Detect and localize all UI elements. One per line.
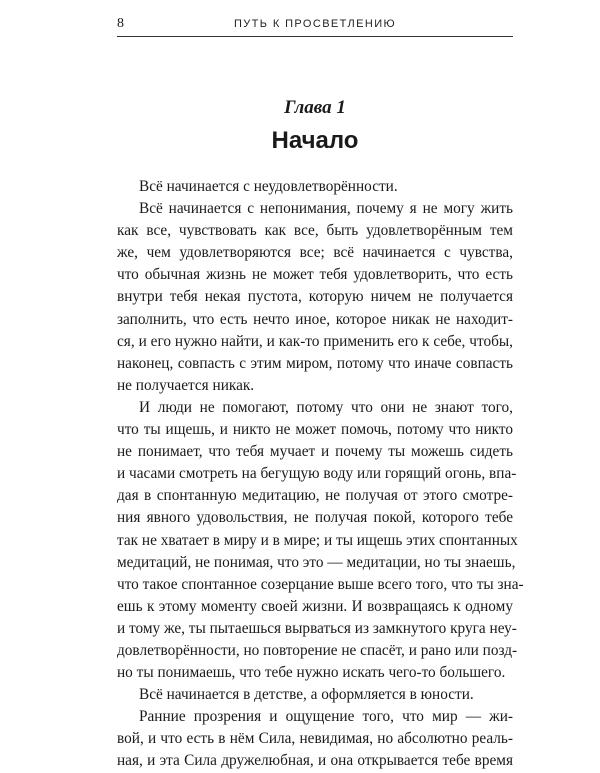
running-title: ПУТЬ К ПРОСВЕТЛЕНИЮ [233,18,397,30]
text-line: заполнить, что есть нечто иное, которое никак не находит- [117,310,513,328]
text-line: внутри тебя некая пустота, которую ничем не получается [117,288,513,306]
chapter-title: Начало [271,127,359,154]
text-line: ся, и его нужно найти, и как-то применить его к себе, чтобы, [117,332,513,350]
text-line: как все, чувствовать как все, быть удовлетворённым тем [117,222,513,240]
text-line: дая в спонтанную медитацию, не получая от этого смотре- [117,487,513,505]
text-line: И люди не помогают, потому что они не знают того, [139,398,513,416]
text-line: и часами смотреть на бегущую воду или горящий огонь, впа- [117,465,517,483]
body-text [117,176,524,773]
text-line: что ты ищешь, и никто не может помочь, потому что никто [117,421,513,439]
text-line: ния явного удовольствия, не получая покой, которого тебе [117,509,513,527]
text-line: довлетворённости, но повторение не спасёт, и рано или позд- [117,641,518,659]
text-line: ешь к этому моменту своей жизни. И возвращаясь к одному [117,597,513,615]
text-line: Всё начинается с непонимания, почему я не могу жить [139,200,513,218]
text-line: Всё начинается в детстве, а оформляется в юности. [139,686,474,704]
text-line: так не хватает в миру и в мире; и ты ищешь этих спонтанных [117,531,518,549]
header-rule [117,36,513,37]
text-line: медитаций, не понимая, что это — медитации, но ты знаешь, [117,553,516,571]
text-line: не понимает, что тебя мучает и почему ты можешь сидеть [117,443,513,461]
text-line: не получается никак. [117,376,255,394]
text-line: что обычная жизнь не может тебя удовлетворить, что есть [117,266,513,284]
chapter-label: Глава 1 [284,97,346,118]
text-line: наконец, совпасть с этим миром, потому что иначе совпасть [117,354,513,372]
text-line: и тому же, ты пытаешься вырваться из замкнутого круга неу- [117,619,517,637]
text-line: но ты понимаешь, что тебе нужно искать чего-то большего. [117,664,506,682]
text-line: ная, и эта Сила дружелюбная, и она открывается тебе время [117,752,513,770]
page-number: 8 [117,16,124,31]
text-line: же, чем удовлетворяются все; всё начинается с чувства, [117,244,513,262]
text-line: вой, и что есть в нём Сила, невидимая, но абсолютно реаль- [117,730,513,748]
text-line: Всё начинается с неудовлетворённости. [139,178,398,195]
running-head [117,14,513,34]
text-line: Ранние прозрения и ощущение того, что мир — жи- [139,708,513,726]
text-line: что такое спонтанное созерцание выше всего того, что ты зна- [117,575,524,593]
